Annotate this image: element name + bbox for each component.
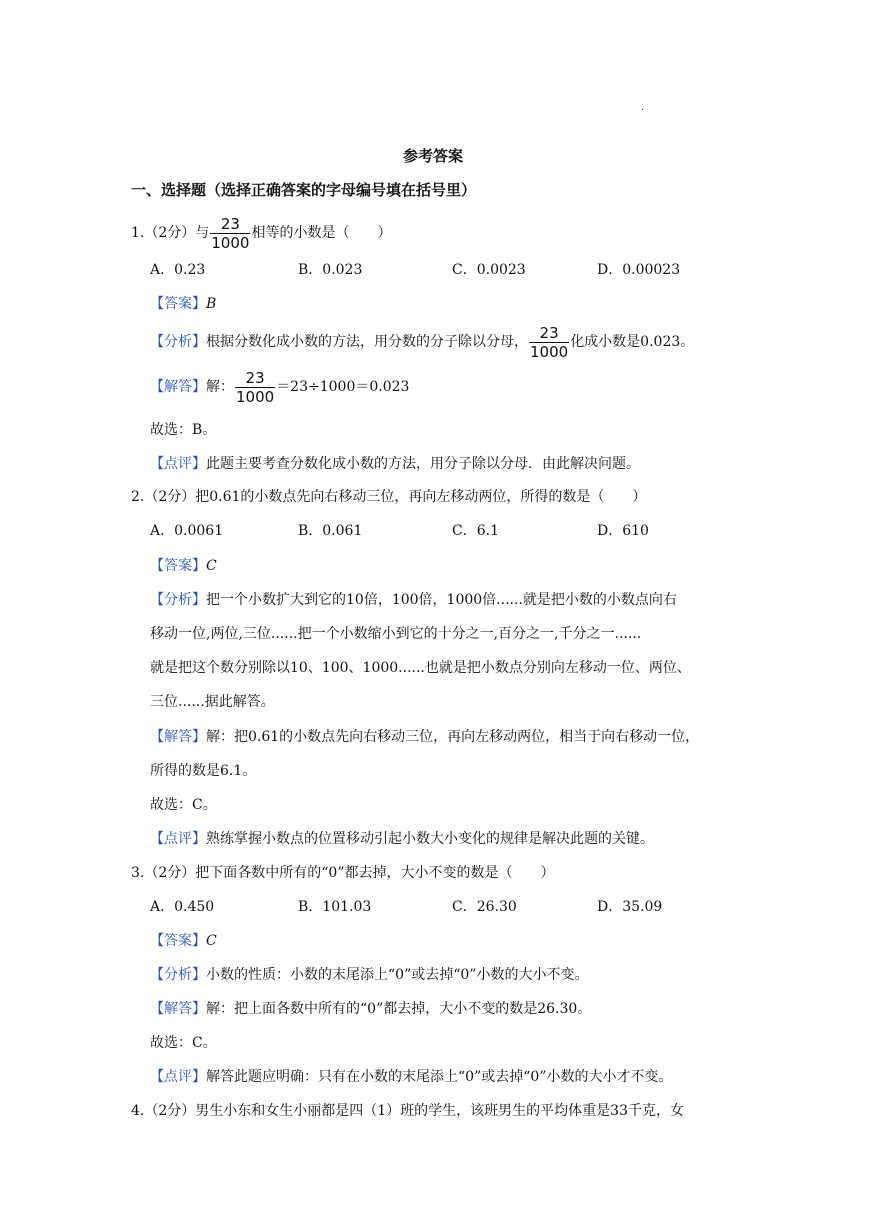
q1-solution: 【解答】解： $\frac{23}{1000}$ ＝23÷1000＝0.023 (150, 368, 410, 406)
q2-analysis-line: 【分析】把一个小数扩大到它的10倍，100倍，1000倍......就是把小数的小数点向右 (150, 592, 677, 608)
question-2-stem: 2.（2分）把0.61的小数点先向右移动三位，再向左移动两位，所得的数是（ ） (131, 489, 647, 505)
q2-option-d: D．610 (597, 523, 649, 539)
q1-answer: 【答案】B (150, 296, 217, 312)
q2-option-b: B．0.061 (298, 523, 363, 539)
q3-option-c: C．26.30 (452, 899, 517, 915)
q2-solution-line: 【解答】解：把0.61的小数点先向右移动三位，再向左移动两位，相当于向右移动一位， (150, 729, 700, 745)
section-heading: 一、选择题（选择正确答案的字母编号填在括号里） (131, 181, 477, 199)
q1-choose: 故选：B。 (150, 422, 217, 438)
q1-option-d: D．0.00023 (597, 262, 681, 278)
q3-solution: 【解答】解：把上面各数中所有的“0”都去掉，大小不变的数是26.30。 (150, 1001, 592, 1017)
fraction: $\frac{23}{1000}$ (211, 214, 250, 252)
question-1-stem: 1.（2分）与 $\frac{23}{1000}$ 相等的小数是（ ） (131, 214, 392, 252)
q3-choose: 故选：C。 (150, 1035, 217, 1051)
q2-solution-line: 所得的数是6.1。 (150, 763, 257, 779)
q2-comment: 【点评】熟练掌握小数点的位置移动引起小数大小变化的规律是解决此题的关键。 (150, 831, 654, 847)
q3-option-a: A．0.450 (150, 899, 215, 915)
page-title: 参考答案 (403, 147, 464, 165)
q3-answer: 【答案】C (150, 933, 217, 949)
q1-option-a: A．0.23 (150, 262, 206, 278)
q2-analysis-line: 就是把这个数分别除以10、100、1000......也就是把小数点分别向左移动一位、两位、 (150, 660, 691, 676)
q1-comment: 【点评】此题主要考查分数化成小数的方法，用分子除以分母．由此解决问题。 (150, 456, 640, 472)
question-3-stem: 3.（2分）把下面各数中所有的“0”都去掉，大小不变的数是（ ） (131, 865, 555, 881)
q3-comment: 【点评】解答此题应明确：只有在小数的末尾添上“0”或去掉“0”小数的大小才不变。 (150, 1069, 673, 1085)
q1-option-b: B．0.023 (298, 262, 363, 278)
question-4-stem: 4.（2分）男生小东和女生小丽都是四（1）班的学生，该班男生的平均体重是33千克，女 (131, 1103, 684, 1119)
q3-analysis: 【分析】小数的性质：小数的末尾添上“0”或去掉“0”小数的大小不变。 (150, 967, 589, 983)
q2-analysis-line: 移动一位,两位,三位......把一个小数缩小到它的十分之一,百分之一,千分之一...... (150, 626, 642, 642)
q2-option-c: C．6.1 (452, 523, 499, 539)
q3-option-d: D．35.09 (597, 899, 663, 915)
q2-option-a: A．0.0061 (150, 523, 224, 539)
fraction: $\frac{23}{1000}$ (236, 368, 275, 406)
corner-mark: . (641, 102, 645, 113)
q3-option-b: B．101.03 (298, 899, 372, 915)
fraction: $\frac{23}{1000}$ (530, 323, 569, 361)
q2-choose: 故选：C。 (150, 797, 217, 813)
q1-analysis: 【分析】根据分数化成小数的方法，用分数的分子除以分母， $\frac{23}{1000}$ 化成小数是0.023。 (150, 323, 695, 361)
q2-analysis-line: 三位......据此解答。 (150, 694, 275, 710)
q2-answer: 【答案】C (150, 558, 217, 574)
q1-option-c: C．0.0023 (452, 262, 526, 278)
